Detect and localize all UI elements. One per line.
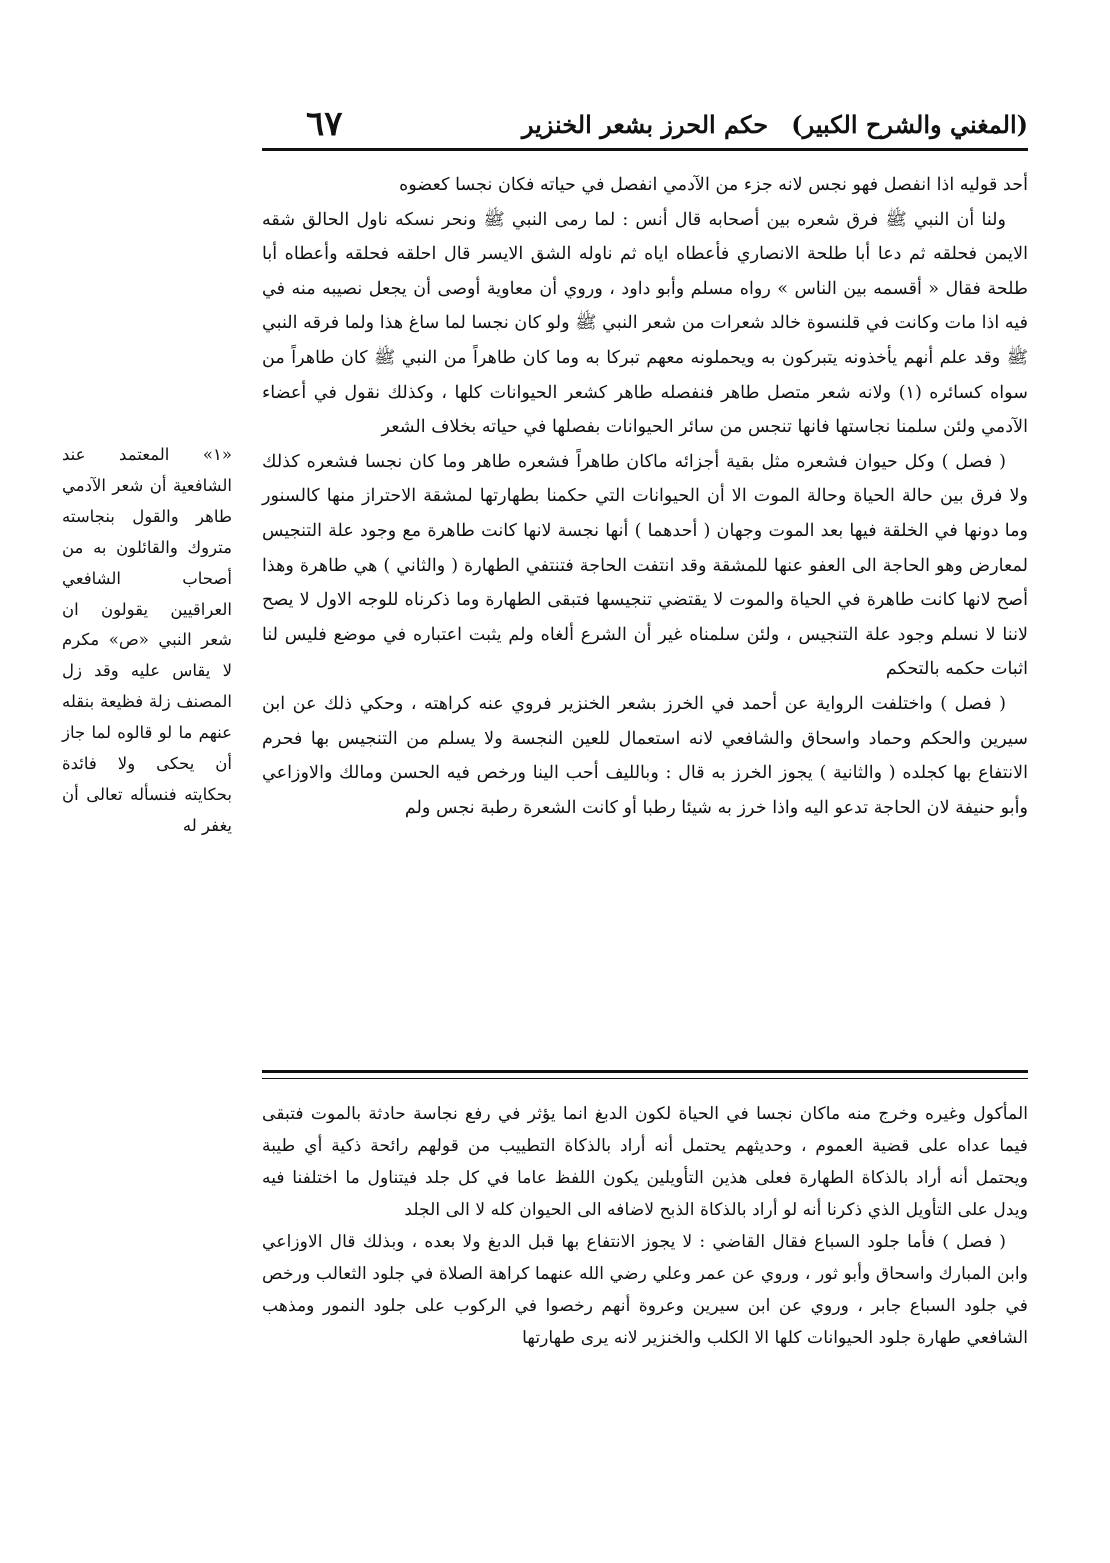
book-title: (المغني والشرح الكبير) <box>791 110 1028 139</box>
paragraph: أحد قوليه اذا انفصل فهو نجس لانه جزء من الآدمي انفصل في حياته فكان نجسا كعضوه <box>399 175 1028 195</box>
main-text-block <box>262 168 1028 868</box>
page-number: ٦٧ <box>306 104 343 144</box>
section-divider <box>262 1070 1028 1079</box>
paragraph: المأكول وغيره وخرج منه ماكان نجسا في الحياة لكون الدبغ انما يؤثر في رفع نجاسة حادثة بالموت فتبقى فيما عداه على قضية العموم ، وحديثهم يحتمل أنه أراد بالذكاة التطييب من قولهم رائحة ذكية أي طيبة ويحتمل أنه أراد بالذكاة الطهارة فعلى هذين التأويلين يكون اللفظ عاما في كل جلد فيتناول ما اختلفنا فيه ويدل على التأويل الذي ذكرنا أنه لو أراد بالذكاة الذبح لاضافه الى الحيوان كله لا الى الجلد <box>262 1104 1028 1220</box>
side-footnote <box>62 440 232 980</box>
paragraph: ولنا أن النبي ﷺ فرق شعره بين أصحابه قال أنس : لما رمى النبي ﷺ ونحر نسكه ناول الحالق شقه الايمن فحلقه ثم دعا أبا طلحة الانصاري فأعطاه اياه ثم ناوله الشق الايسر قال احلقه فحلقه وأعطاه أبا طلحة فقال « أقسمه بين الناس » رواه مسلم وأبو داود ، وروي أن معاوية أوصى أن يجعل نصيبه منه في فيه اذا مات وكانت في قلنسوة خالد شعرات من شعر النبي ﷺ ولو كان نجسا لما ساغ هذا ولما فرقه النبي ﷺ وقد علم أنهم يأخذونه يتبركون به ويحملونه معهم تبركا به وما كان طاهراً من النبي ﷺ كان طاهراً من سواه كسائره (١) ولانه شعر متصل طاهر فنفصله طاهر كشعر الحيوانات كلها ، وكذلك نقول في أعضاء الآدمي ولئن سلمنا نجاستها فانها تنجس من سائر الحيوانات بفصلها في حياته بخلاف الشعر <box>262 209 1028 438</box>
lower-text-block <box>262 1098 1028 1468</box>
paragraph: ( فصل ) واختلفت الرواية عن أحمد في الخرز بشعر الخنزير فروي عنه كراهته ، وحكي ذلك عن ابن سيرين والحكم وحماد واسحاق والشافعي لانه استعمال للعين النجسة ولا يسلم من التنجيس بها فحرم الانتفاع بها كجلده ( والثانية ) يجوز الخرز به قال : وبالليف أحب الينا ورخص فيه الحسن ومالك والاوزاعي وأبو حنيفة لان الحاجة تدعو اليه واذا خرز به شيئا رطبا أو كانت الشعرة رطبة نجس ولم <box>262 693 1028 818</box>
paragraph: ( فصل ) وكل حيوان فشعره مثل بقية أجزائه ماكان طاهراً فشعره طاهر وما كان نجسا فشعره كذلك ولا فرق بين حالة الحياة وحالة الموت الا أن الحيوانات التي حكمنا بطهارتها لمشقة الاحتراز منها كالسنور وما دونها في الخلقة فيها بعد الموت وجهان ( أحدهما ) أنها نجسة لانها كانت طاهرة مع وجود علة التنجيس لمعارض وهو الحاجة الى العفو عنها للمشقة وقد انتفت الحاجة فتنتفي الطهارة ( والثاني ) هي طاهرة وهذا أصح لانها كانت طاهرة في الحياة والموت لا يقتضي تنجيسها فتبقى الطهارة وما ذكرناه للوجه الاول لا يصح لاننا لا نسلم وجود علة التنجيس ، ولئن سلمناه غير أن الشرع ألغاه ولم يثبت اعتباره في موضع فليس لنا اثبات حكمه بالتحكم <box>262 451 1028 680</box>
paragraph: ( فصل ) فأما جلود السباع فقال القاضي : لا يجوز الانتفاع بها قبل الدبغ ولا بعده ، وبذلك قال الاوزاعي وابن المبارك واسحاق وأبو ثور ، وروي عن عمر وعلي رضي الله عنهما كراهة الصلاة في جلود الثعالب ورخص في جلود السباع جابر ، وروي عن ابن سيرين وعروة أنهم رخصوا في الركوب على جلود النمور ومذهب الشافعي طهارة جلود الحيوانات كلها الا الكلب والخنزير لانه يرى طهارتها <box>262 1232 1028 1348</box>
page-header <box>262 104 1028 151</box>
chapter-title: حكم الحرز بشعر الخنزير <box>521 110 769 139</box>
footnote-text: «١» المعتمد عند الشافعية أن شعر الآدمي طاهر والقول بنجاسته متروك والقائلون به من أصحاب الشافعي العراقيين يقولون ان شعر النبي «ص» مكرم لا يقاس عليه وقد زل المصنف زلة فظيعة بنقله عنهم ما لو قالوه لما جاز أن يحكى ولا فائدة بحكايته فنسأله تعالى أن يغفر له <box>62 445 232 835</box>
